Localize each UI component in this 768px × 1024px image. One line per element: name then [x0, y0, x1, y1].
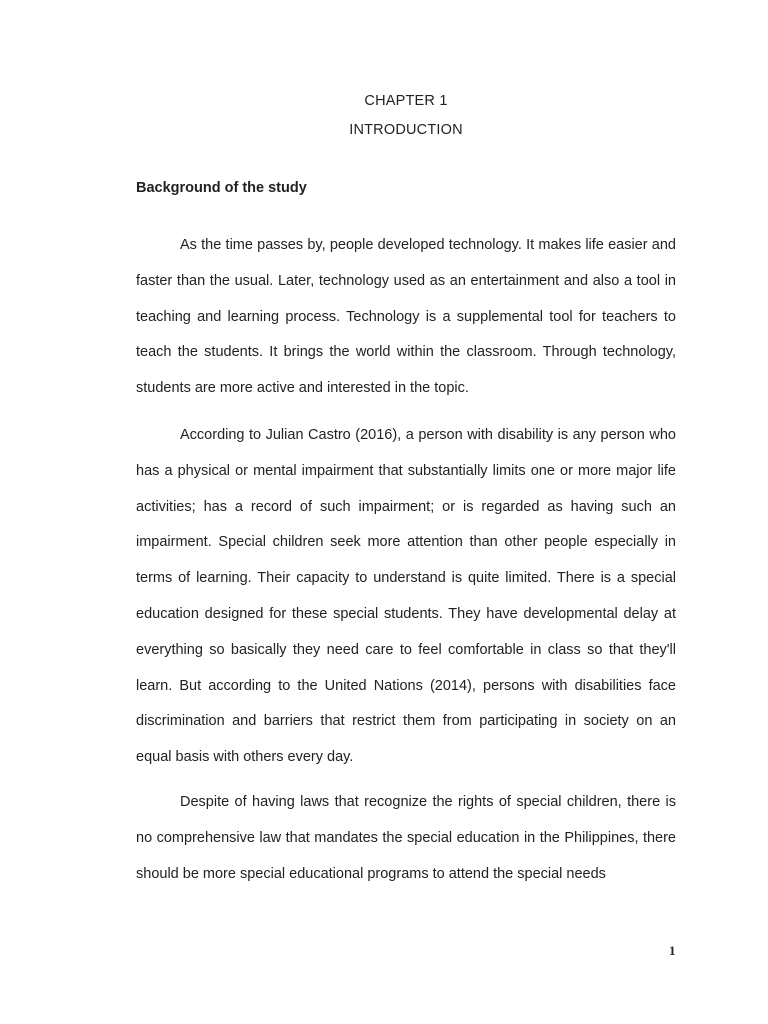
page-number: 1	[669, 943, 676, 958]
paragraph-technology: As the time passes by, people developed technology. It makes life easier and faster than the usual. Later, technology used as an entertainment and also a tool in teaching and learning process. Technology is a supplemental tool for teachers to teach the students. It brings the world within the classroom. Through technology, students are more active and interested in the topic.	[136, 237, 676, 397]
paragraph-disability: According to Julian Castro (2016), a person with disability is any person who has a physical or mental impairment that substantially limits one or more major life activities; has a record of such impairment; or is regarded as having such an impairment. Special children seek more attention than other people especially in terms of learning. Their capacity to understand is quite limited. There is a special education designed for these special students. They have developmental delay at everything so basically they need care to feel comfortable in class so that they'll learn. But according to the United Nations (2014), persons with disabilities face discrimination and barriers that restrict them from participating in society on an equal basis with others every day.	[136, 427, 676, 766]
chapter-label: CHAPTER 1	[364, 93, 448, 109]
paragraph-laws: Despite of having laws that recognize the rights of special children, there is no comprehensive law that mandates the special education in the Philippines, there should be more special educational programs to attend the special needs	[136, 794, 676, 882]
chapter-title: INTRODUCTION	[349, 122, 463, 138]
section-heading: Background of the study	[136, 180, 307, 196]
